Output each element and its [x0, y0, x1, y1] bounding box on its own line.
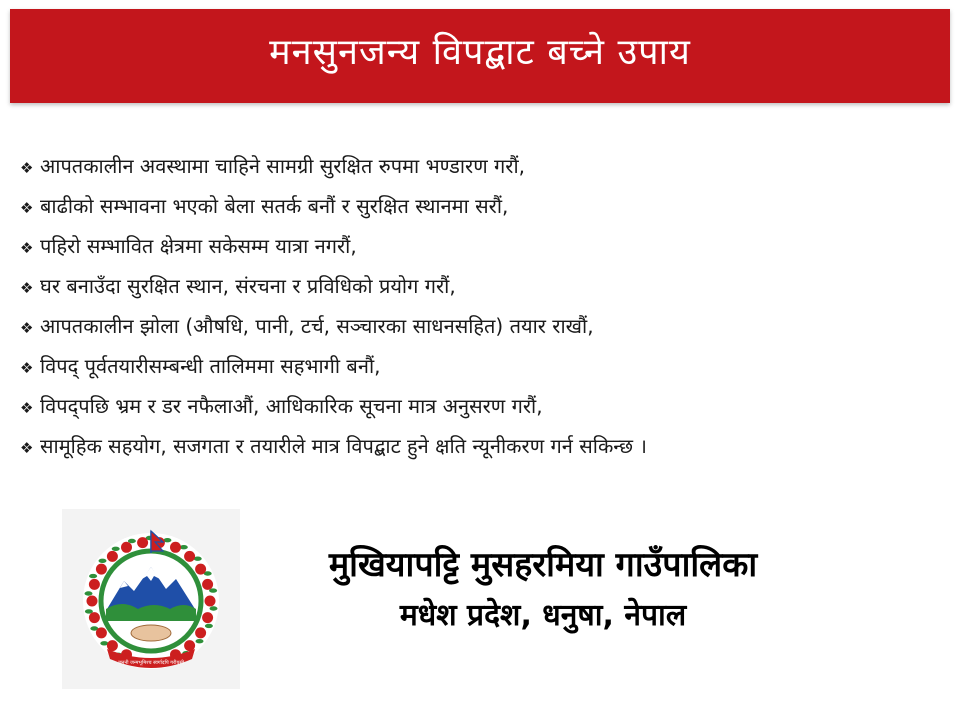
garland-flower: [96, 627, 107, 638]
garland-flower: [195, 564, 206, 575]
list-item: [20, 392, 940, 432]
emblem-graphic: [62, 509, 240, 689]
list-item-text: विपद्पछि भ्रम र डर नफैलाऔं, आधिकारिक सूचना मात्र अनुसरण गरौं,: [40, 394, 543, 418]
garland-flower: [184, 551, 195, 562]
list-item-text: बाढीको सम्भावना भएको बेला सतर्क बनौं र सुरक्षित स्थानमा सरौं,: [40, 194, 509, 218]
organization-address: मधेश प्रदेश, धनुषा, नेपाल: [399, 598, 687, 633]
list-item: [20, 352, 940, 392]
garland-flower: [184, 640, 195, 651]
diamond-bullet-icon: ❖: [20, 239, 34, 257]
garland-leaf: [196, 639, 204, 643]
garland-flower: [121, 542, 132, 553]
garland-flower: [195, 627, 206, 638]
garland-flower: [96, 564, 107, 575]
list-item: [20, 312, 940, 352]
nepal-government-emblem-icon: [62, 509, 240, 689]
garland-leaf: [85, 591, 93, 595]
title-banner: [10, 9, 950, 103]
list-item-text: सामूहिक सहयोग, सजगता र तयारीले मात्र विपद्बाट हुने क्षति न्यूनीकरण गर्न सकिन्छ ।: [40, 434, 647, 458]
diamond-bullet-icon: ❖: [20, 199, 34, 217]
organization-name: मुखियापट्टि मुसहरमिया गाउँपालिका: [328, 545, 758, 585]
garland-flower: [137, 537, 148, 548]
diamond-bullet-icon: ❖: [20, 439, 34, 457]
organization-block: [248, 540, 838, 642]
diamond-bullet-icon: ❖: [20, 159, 34, 177]
list-item: [20, 232, 940, 272]
garland-leaf: [205, 624, 213, 628]
diamond-bullet-icon: ❖: [20, 279, 34, 297]
garland-leaf: [210, 606, 218, 610]
garland-flower: [87, 596, 98, 607]
list-item: [20, 272, 940, 312]
garland-flower: [202, 612, 213, 623]
list-item: [20, 432, 940, 472]
garland-flower: [107, 551, 118, 562]
diamond-bullet-icon: ❖: [20, 319, 34, 337]
garland-leaf: [99, 559, 107, 563]
list-item-text: पहिरो सम्भावित क्षेत्रमा सकेसम्म यात्रा नगरौं,: [40, 234, 357, 258]
list-item: [20, 192, 940, 232]
garland-leaf: [89, 574, 97, 578]
garland-flower: [107, 640, 118, 651]
garland-flower: [205, 596, 216, 607]
diamond-bullet-icon: ❖: [20, 399, 34, 417]
list-item-text: घर बनाउँदा सुरक्षित स्थान, संरचना र प्रविधिको प्रयोग गरौं,: [40, 274, 456, 298]
diamond-bullet-icon: ❖: [20, 359, 34, 377]
page-title: मनसुनजन्य विपद्बाट बच्ने उपाय: [269, 31, 691, 73]
list-item-text: आपतकालीन अवस्थामा चाहिने सामग्री सुरक्षित रुपमा भण्डारण गरौं,: [40, 154, 525, 178]
garland-leaf: [180, 545, 188, 549]
emblem-caption: जननी जन्मभूमिश्च स्वर्गादपि गरीयसी: [117, 660, 185, 666]
garland-flower: [89, 579, 100, 590]
garland-flower: [202, 579, 213, 590]
safety-points-list: [20, 152, 940, 472]
garland-flower: [170, 542, 181, 553]
garland-flower: [89, 612, 100, 623]
list-item-text: आपतकालीन झोला (औषधि, पानी, टर्च, सञ्चारका साधनसहित) तयार राखौं,: [40, 314, 594, 338]
list-item-text: विपद् पूर्वतयारीसम्बन्धी तालिममा सहभागी बनौं,: [40, 354, 381, 378]
list-item: [20, 152, 940, 192]
garland-leaf: [112, 547, 120, 551]
